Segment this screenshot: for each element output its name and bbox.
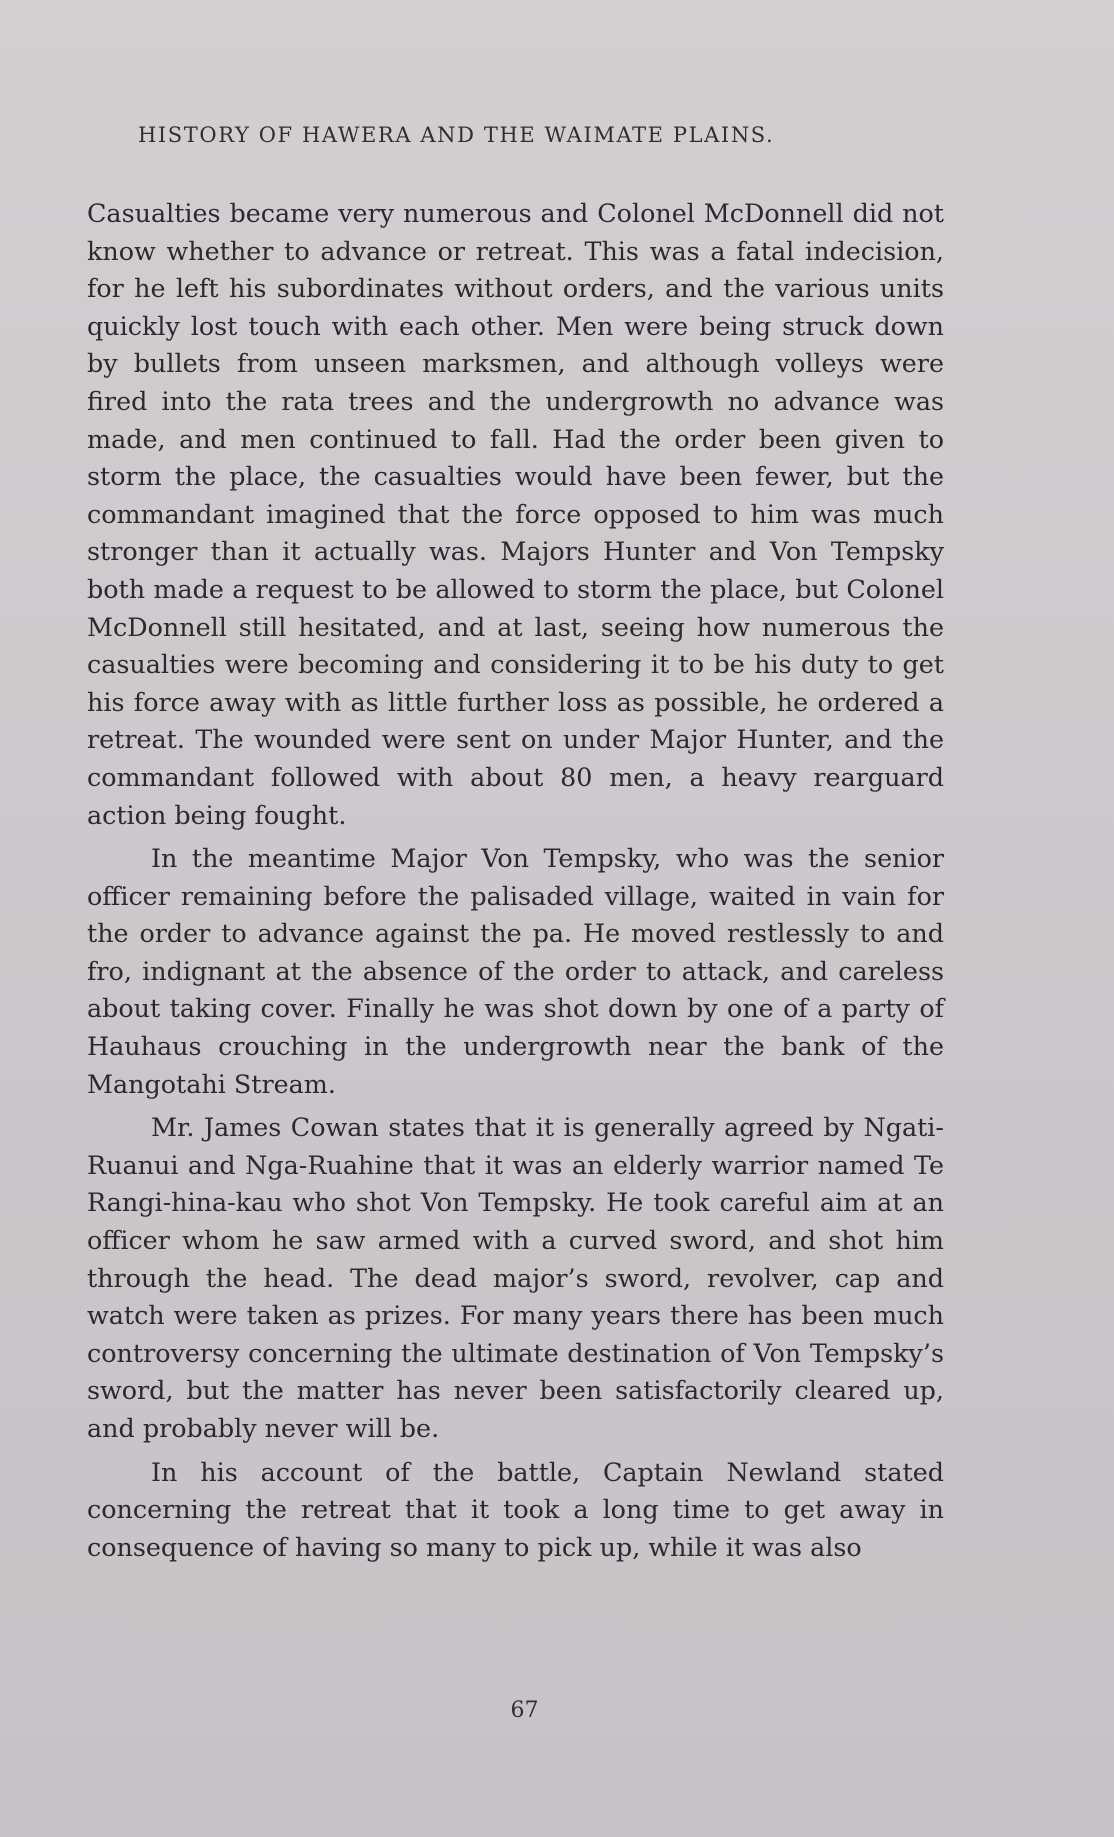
paragraph-3: Mr. James Cowan states that it is generally agreed by Ngati-Ruanui and Nga-Ruahine that it was an elderly warrior named Te Rangi-hina-kau who shot Von Tempsky. He took careful aim at an officer whom he saw armed with a curved sword, and shot him through the head. The dead major’s sword, revolver, cap and watch were taken as prizes. For many years there has been much controversy concerning the ultimate destination of Von Tempsky’s sword, but the matter has never been satisfactorily cleared up, and probably never will be. <box>87 1112 944 1443</box>
paragraph-4: In his account of the battle, Captain Newland stated concerning the retreat that it took a long time to get away in consequence of having so many to pick up, while it was also <box>87 1456 944 1562</box>
paragraph-1: Casualties became very numerous and Colonel McDonnell did not know whether to advance or retreat. This was a fatal indecision, for he left his subordinates without orders, and the various units quickly lost touch with each other. Men were being struck down by bullets from unseen marksmen, and although volleys were fired into the rata trees and the undergrowth no advance was made, and men continued to fall. Had the order been given to storm the place, the casualties would have been fewer, but the commandant imagined that the force opposed to him was much stronger than it actually was. Majors Hunter and Von Tempsky both made a request to be allowed to storm the place, but Colonel McDonnell still hesitated, and at last, seeing how numerous the casualties were becoming and considering it to be his duty to get his force away with as little further loss as possible, he ordered a retreat. The wounded were sent on under Major Hunter, and the commandant followed with about 80 men, a heavy rearguard action being fought. <box>87 198 944 830</box>
page-number: 67 <box>510 1698 539 1723</box>
running-head: HISTORY OF HAWERA AND THE WAIMATE PLAINS. <box>138 123 775 147</box>
paragraph-2: In the meantime Major Von Tempsky, who was the senior officer remaining before the palisaded village, waited in vain for the order to advance against the pa. He moved restlessly to and fro, indignant at the absence of the order to attack, and careless about taking cover. Finally he was shot down by one of a party of Hauhaus crouching in the undergrowth near the bank of the Mangotahi Stream. <box>87 843 944 1099</box>
body-text <box>87 195 944 1572</box>
